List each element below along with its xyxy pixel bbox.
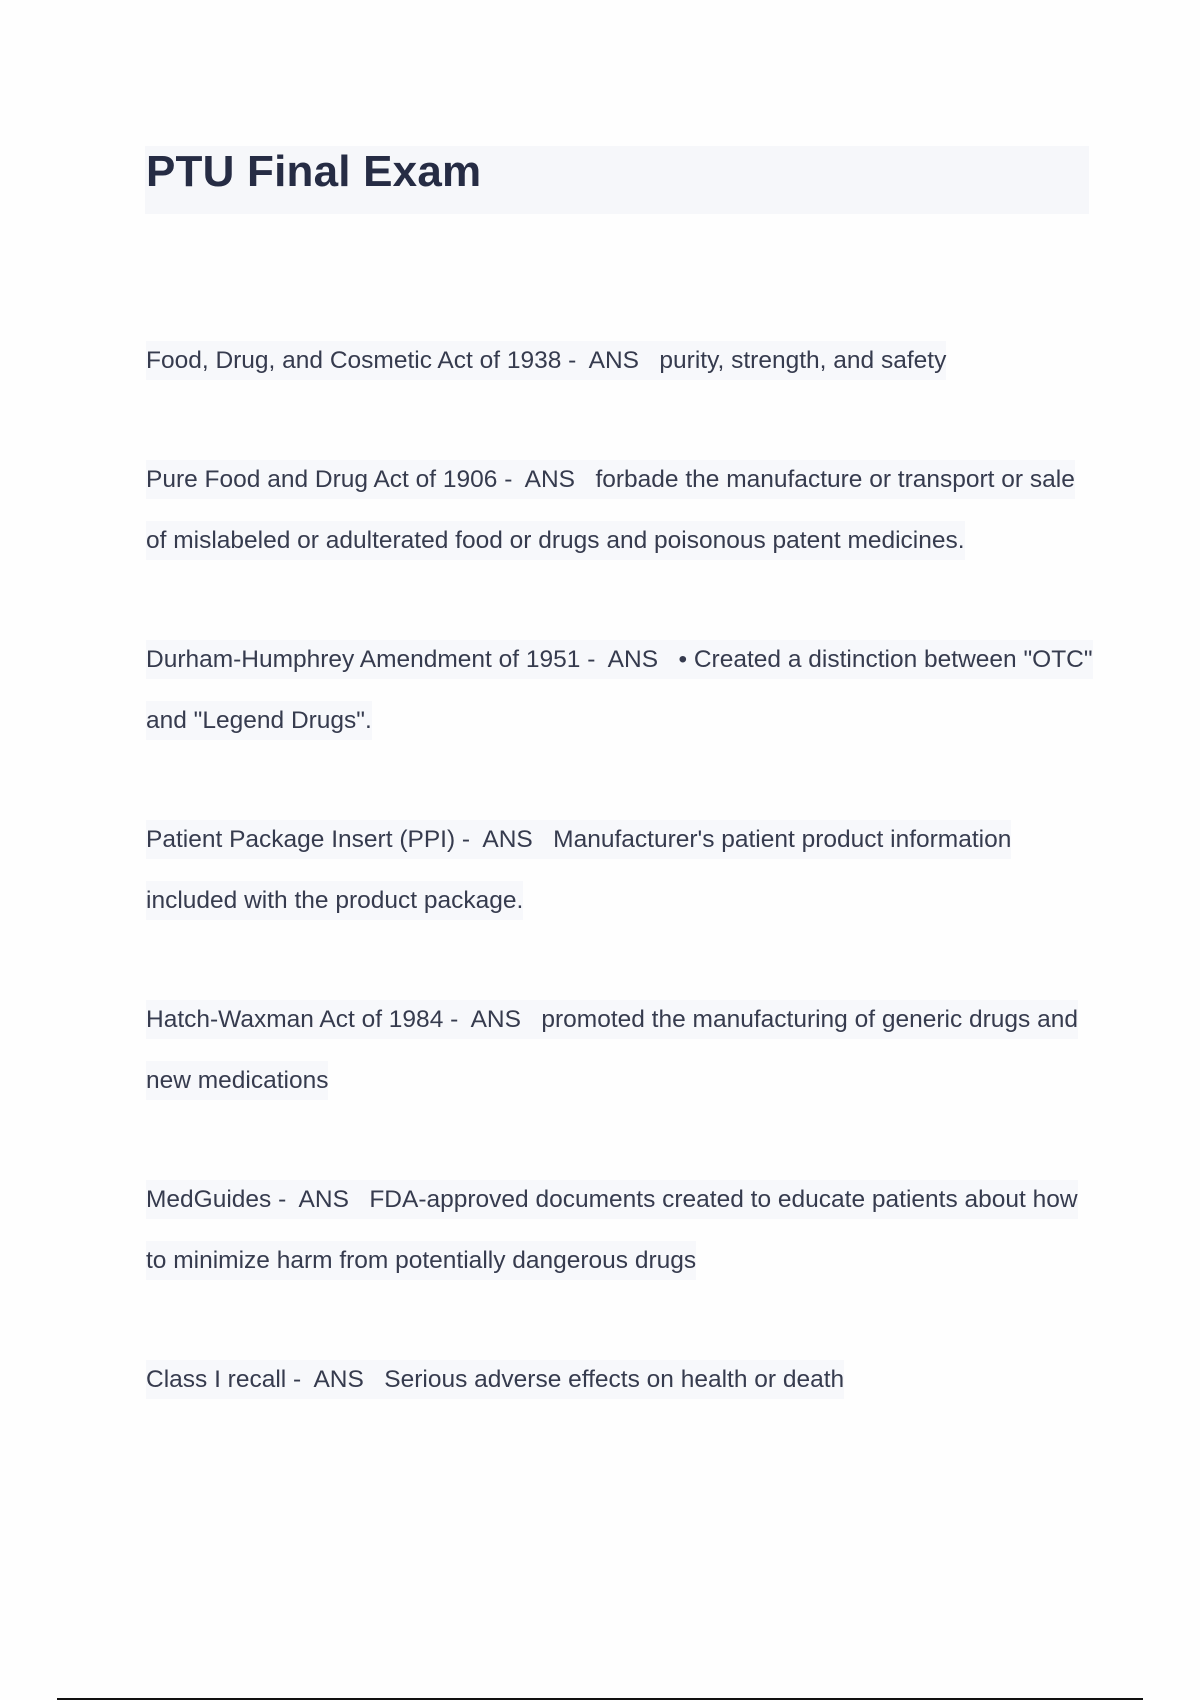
qa-item: Durham-Humphrey Amendment of 1951 - ANS • Created a distinction between "OTC" and "Legend Drugs".: [146, 629, 1096, 751]
qa-term: Class I recall: [146, 1360, 286, 1399]
qa-item: Hatch-Waxman Act of 1984 - ANS promoted the manufacturing of generic drugs and new medications: [146, 989, 1096, 1111]
qa-answer-marker: ANS: [589, 341, 639, 380]
qa-answer-marker: ANS: [299, 1180, 349, 1219]
qa-answer-marker: ANS: [313, 1360, 363, 1399]
qa-list: [146, 330, 1096, 1410]
qa-term: Durham-Humphrey Amendment of 1951: [146, 640, 580, 679]
qa-term: Food, Drug, and Cosmetic Act of 1938: [146, 341, 561, 380]
qa-answer-marker: ANS: [482, 820, 532, 859]
qa-term: Pure Food and Drug Act of 1906: [146, 460, 497, 499]
qa-answer: forbade the manufacture or transport or sale of mislabeled or adulterated food or drugs and poisonous patent medicines.: [146, 460, 1075, 560]
qa-answer: • Created a distinction between "OTC" and "Legend Drugs".: [146, 640, 1093, 740]
qa-answer: Manufacturer's patient product information included with the product package.: [146, 820, 1011, 920]
qa-answer: FDA-approved documents created to educate patients about how to minimize harm from potentially dangerous drugs: [146, 1180, 1078, 1280]
qa-term: MedGuides: [146, 1180, 271, 1219]
qa-answer: promoted the manufacturing of generic drugs and new medications: [146, 1000, 1078, 1100]
qa-item: Pure Food and Drug Act of 1906 - ANS forbade the manufacture or transport or sale of mislabeled or adulterated food or drugs and poisonous patent medicines.: [146, 449, 1096, 571]
qa-term: Hatch-Waxman Act of 1984: [146, 1000, 443, 1039]
page-title: PTU Final Exam: [146, 147, 482, 196]
qa-answer-marker: ANS: [608, 640, 658, 679]
qa-item: Class I recall - ANS Serious adverse effects on health or death: [146, 1349, 1096, 1410]
qa-term: Patient Package Insert (PPI): [146, 820, 455, 859]
qa-item: Food, Drug, and Cosmetic Act of 1938 - ANS purity, strength, and safety: [146, 330, 1096, 391]
qa-item: MedGuides - ANS FDA-approved documents created to educate patients about how to minimize harm from potentially dangerous drugs: [146, 1169, 1096, 1291]
qa-answer-marker: ANS: [471, 1000, 521, 1039]
qa-answer-marker: ANS: [525, 460, 575, 499]
qa-answer: purity, strength, and safety: [659, 341, 946, 380]
qa-item: Patient Package Insert (PPI) - ANS Manufacturer's patient product information included with the product package.: [146, 809, 1096, 931]
qa-answer: Serious adverse effects on health or death: [384, 1360, 844, 1399]
